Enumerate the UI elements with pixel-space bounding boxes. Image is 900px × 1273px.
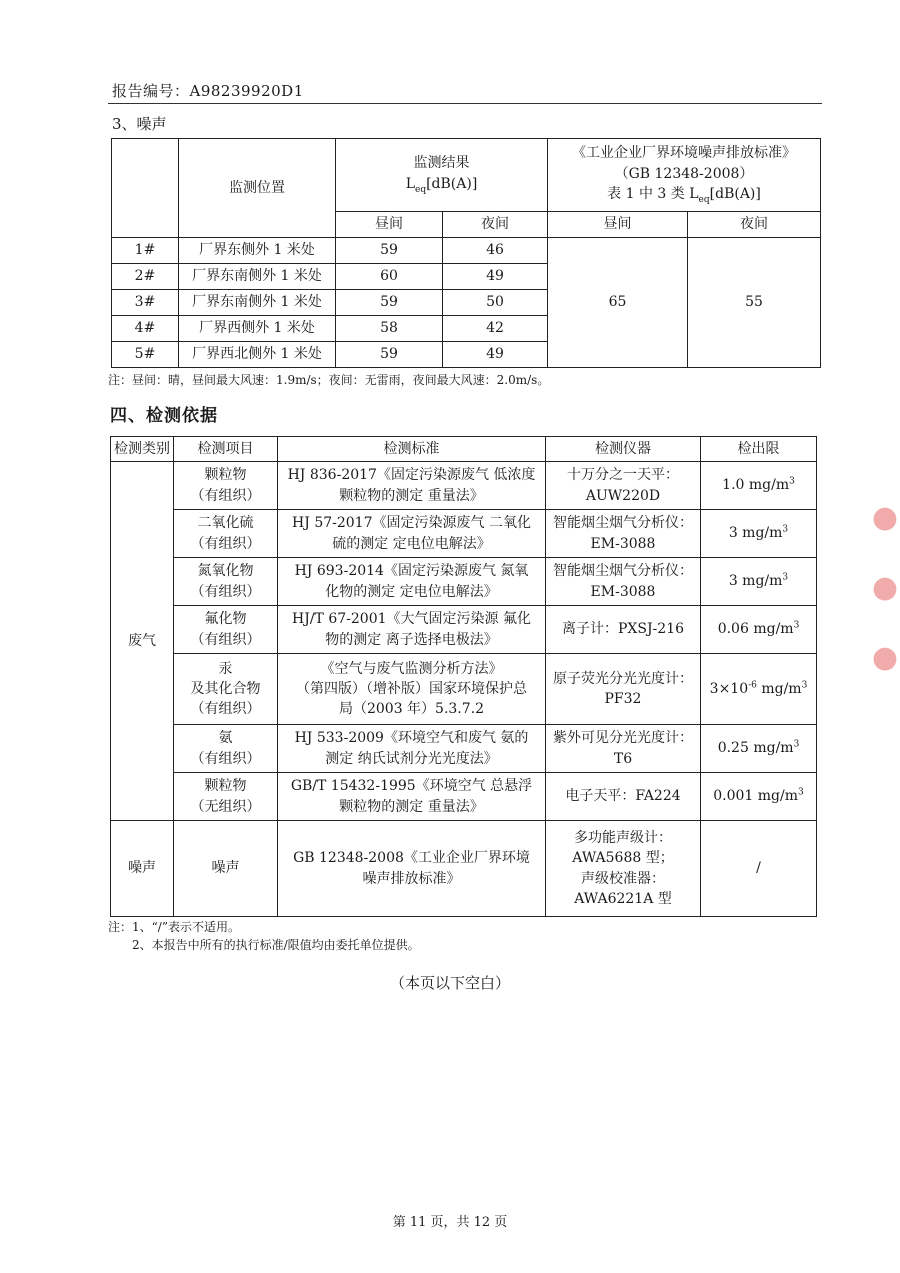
table-row: 氟化物 （有组织） HJ/T 67-2001《大气固定污染源 氟化 物的测定 离子选择电极法》 离子计：PXSJ-216 0.06 $mg/m^3$ xyxy=(111,606,817,654)
category-noise: 噪声 xyxy=(111,821,174,917)
category-waste-gas: 废气 xyxy=(111,462,174,821)
header-item: 检测项目 xyxy=(174,437,278,462)
noise-position-header: 监测位置 xyxy=(179,139,336,238)
blank-below-note: （本页以下空白） xyxy=(389,974,510,992)
header-divider xyxy=(108,103,822,104)
basis-note-1: 注：1、“/”表示不适用。 xyxy=(108,920,240,934)
report-number: 报告编号：A98239920D1 xyxy=(112,82,304,100)
noise-note: 注：昼间：晴，昼间最大风速：1.9m/s；夜间：无雷雨，夜间最大风速：2.0m/s。 xyxy=(108,373,550,387)
table-row: 4# 厂界西侧外 1 米处 58 42 xyxy=(112,316,821,342)
noise-section-title: 3、噪声 xyxy=(112,115,167,133)
page-footer: 第 11 页，共 12 页 xyxy=(392,1215,508,1230)
seam-stamp: ● ● ● xyxy=(871,500,898,675)
limit-day-value: 65 xyxy=(548,238,688,368)
basis-section-title: 四、检测依据 xyxy=(110,406,218,426)
noise-standard-header: 《工业企业厂界环境噪声排放标准》 （GB 12348-2008） 表 1 中 3 类 $L_{eq}[dB(A)]$ xyxy=(548,139,821,212)
header-category: 检测类别 xyxy=(111,437,174,462)
basis-table xyxy=(110,436,817,917)
table-row: 氮氧化物 （有组织） HJ 693-2014《固定污染源废气 氮氧 化物的测定 定电位电解法》 智能烟尘烟气分析仪： EM-3088 3 $mg/m^3$ xyxy=(111,558,817,606)
table-row: 氨 （有组织） HJ 533-2009《环境空气和废气 氨的 测定 纳氏试剂分光光度法》 紫外可见分光光度计： T6 0.25 $mg/m^3$ xyxy=(111,725,817,773)
table-row: 2# 厂界东南侧外 1 米处 60 49 xyxy=(112,264,821,290)
limit-night-header: 夜间 xyxy=(688,212,821,238)
noise-id-header xyxy=(112,139,179,238)
noise-result-header: 监测结果 $L_{eq}[dB(A)]$ xyxy=(336,139,548,212)
result-night-header: 夜间 xyxy=(443,212,548,238)
table-row: 1# 厂界东侧外 1 米处 59 46 65 55 xyxy=(112,238,821,264)
table-row: 二氧化硫 （有组织） HJ 57-2017《固定污染源废气 二氧化 硫的测定 定电位电解法》 智能烟尘烟气分析仪： EM-3088 3 $mg/m^3$ xyxy=(111,510,817,558)
noise-result-table xyxy=(111,138,821,368)
table-row: 废气 颗粒物 （有组织） HJ 836-2017《固定污染源废气 低浓度 颗粒物的测定 重量法》 十万分之一天平： AUW220D 1.0 $mg/m^3$ xyxy=(111,462,817,510)
result-day-header: 昼间 xyxy=(336,212,443,238)
limit-night-value: 55 xyxy=(688,238,821,368)
limit-day-header: 昼间 xyxy=(548,212,688,238)
table-row: 噪声 噪声 GB 12348-2008《工业企业厂界环境 噪声排放标准》 多功能声级计： AWA5688 型； 声级校准器： AWA6221A 型 / xyxy=(111,821,817,917)
header-limit: 检出限 xyxy=(701,437,817,462)
table-row: 3# 厂界东南侧外 1 米处 59 50 xyxy=(112,290,821,316)
table-row: 汞 及其化合物 （有组织） 《空气与废气监测分析方法》 （第四版）（增补版）国家环境保护总 局（2003 年）5.3.7.2 原子荧光分光光度计： PF32 $3\times 10^{-6}$ $mg/m^3$ xyxy=(111,654,817,725)
table-row: 颗粒物 （无组织） GB/T 15432-1995《环境空气 总悬浮 颗粒物的测定 重量法》 电子天平：FA224 0.001 $mg/m^3$ xyxy=(111,773,817,821)
basis-note-2: 2、本报告中所有的执行标准/限值均由委托单位提供。 xyxy=(132,938,420,952)
header-standard: 检测标准 xyxy=(278,437,546,462)
header-instrument: 检测仪器 xyxy=(546,437,701,462)
table-row: 5# 厂界西北侧外 1 米处 59 49 xyxy=(112,342,821,368)
